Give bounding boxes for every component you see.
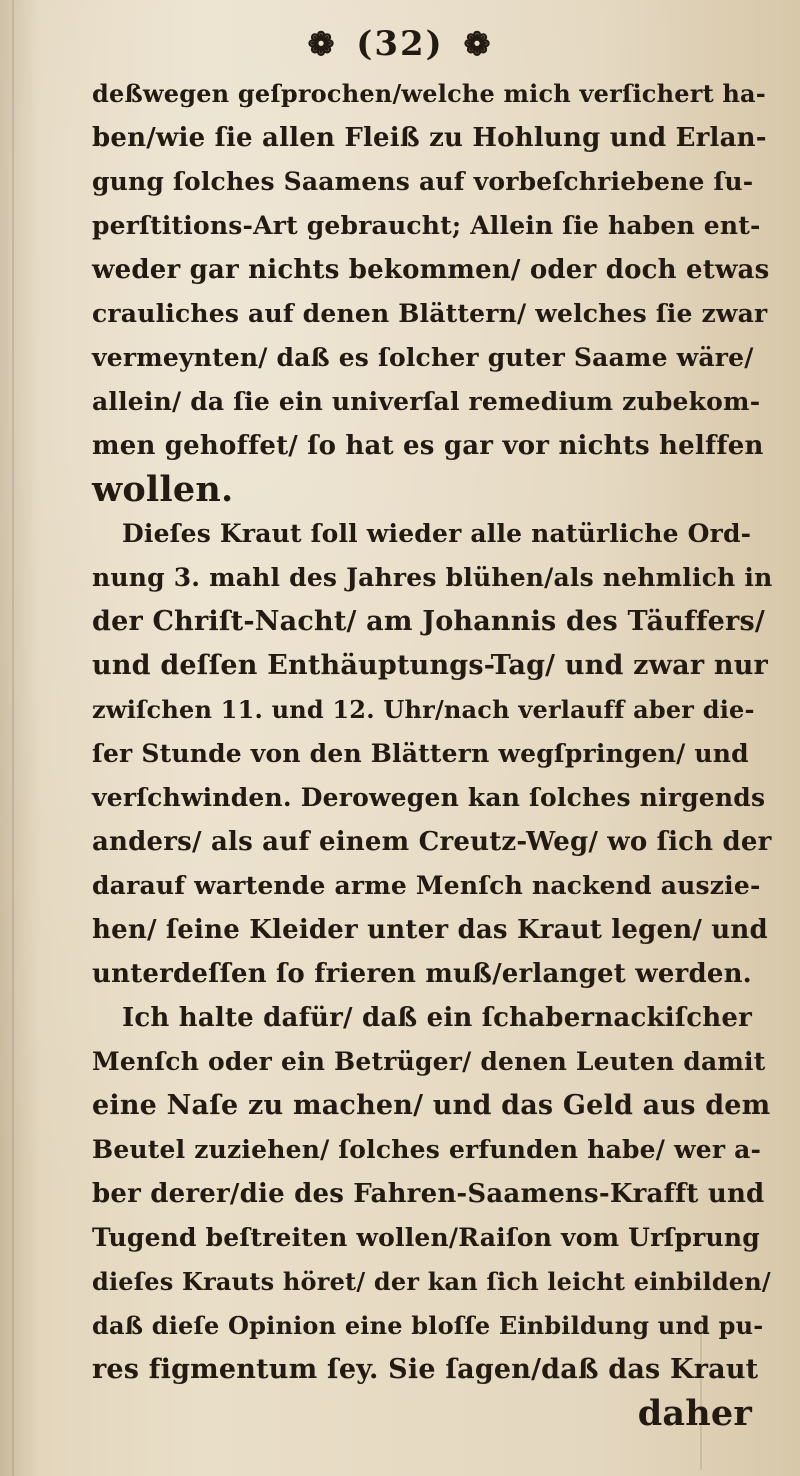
text-line: weder gar nichts bekommen/ oder doch etwas (92, 255, 770, 285)
text-line: dieſes Krauts höret/ der kan ſich leicht einbilden/ (92, 1267, 771, 1296)
text-line: men gehoffet/ ſo hat es gar vor nichts helffen (92, 431, 764, 461)
bleed-through-mark (12, 0, 14, 1476)
text-line: deßwegen geſprochen/welche mich verſichert ha- (92, 79, 766, 108)
text-line: hen/ ſeine Kleider unter das Kraut legen/ und (92, 915, 768, 945)
text-line: darauf wartende arme Menſch nackend auszie- (92, 871, 761, 900)
text-line: zwiſchen 11. und 12. Uhr/nach verlauff aber die- (92, 695, 755, 724)
text-line: Tugend beſtreiten wollen/Raiſon vom Urſprung (92, 1223, 760, 1252)
page-number: (32) (356, 24, 444, 64)
text-line: ben/wie ſie allen Fleiß zu Hohlung und Erlan- (92, 123, 767, 153)
text-line: anders/ als auf einem Creutz-Weg/ wo ſich der (92, 827, 772, 857)
fleuron-ornament-icon: ❁ (463, 25, 493, 63)
catchword: daher (637, 1393, 752, 1434)
paragraph-start-line: Ich halte dafür/ daß ein ſchabernackiſcher (122, 1003, 752, 1033)
text-line: eine Naſe zu machen/ und das Geld aus dem (92, 1090, 771, 1121)
text-line: crauliches auf denen Blättern/ welches ſie zwar (92, 299, 768, 328)
text-line: ber derer/die des Fahren-Saamens-Krafft und (92, 1179, 765, 1209)
text-line: allein/ da ſie ein univerſal remedium zubekom- (92, 387, 761, 416)
text-line: nung 3. mahl des Jahres blühen/als nehmlich in (92, 563, 773, 592)
text-line: Beutel zuziehen/ ſolches erfunden habe/ wer a- (92, 1135, 762, 1164)
text-line: vermeynten/ daß es ſolcher guter Saame wäre/ (92, 343, 754, 372)
text-line: res figmentum ſey. Sie ſagen/daß das Kraut (92, 1354, 759, 1385)
paragraph-start-line: Dieſes Kraut ſoll wieder alle natürliche Ord- (122, 519, 752, 548)
text-line: wollen. (92, 469, 234, 510)
text-line: perſtitions-Art gebraucht; Allein ſie haben ent- (92, 211, 761, 240)
text-line: Menſch oder ein Betrüger/ denen Leuten damit (92, 1047, 766, 1076)
text-line: und deſſen Enthäuptungs-Tag/ und zwar nur (92, 650, 768, 681)
text-line: der Chriſt-Nacht/ am Johannis des Täuffers/ (92, 606, 765, 637)
text-line: verſchwinden. Derowegen kan ſolches nirgends (92, 783, 766, 812)
page-header (0, 22, 800, 64)
fleuron-ornament-icon: ❁ (307, 25, 337, 63)
body-text (92, 72, 772, 1436)
text-line: ſer Stunde von den Blättern wegſpringen/ und (92, 739, 749, 768)
text-line: gung ſolches Saamens auf vorbeſchriebene ſu- (92, 167, 754, 196)
text-line: unterdeſſen ſo frieren muß/erlanget werden. (92, 959, 752, 989)
text-line: daß dieſe Opinion eine bloſſe Einbildung und pu- (92, 1311, 764, 1340)
